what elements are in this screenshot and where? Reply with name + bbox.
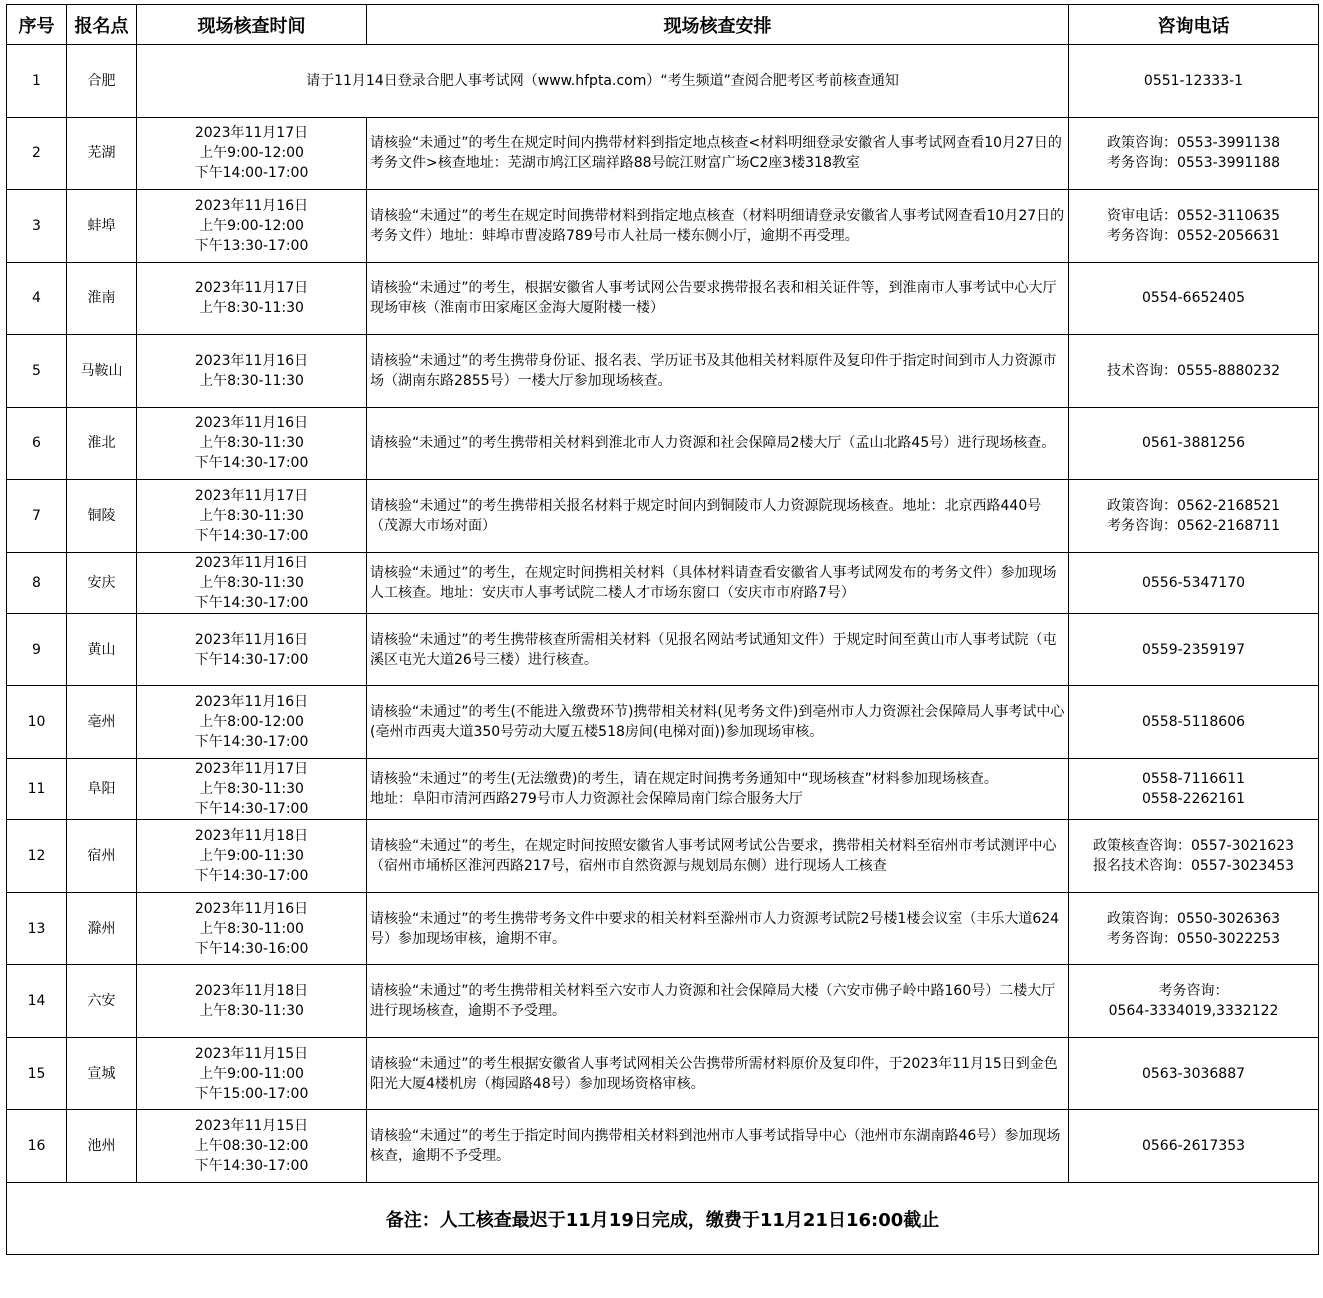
phone-line: 政策核查咨询：0557-3021623 <box>1092 838 1295 855</box>
cell-phone <box>1069 335 1319 408</box>
time-line: 上午8:30-11:30 <box>199 300 304 317</box>
cell-time <box>137 480 367 553</box>
table-row <box>7 1110 1319 1183</box>
time-line: 2023年11月18日 <box>194 828 309 845</box>
cell-arrangement: 请核验“未通过”的考生，在规定时间按照安徽省人事考试网考试公告要求，携带相关材料至宿州市考试测评中心（宿州市埇桥区淮河西路217号，宿州市自然资源与规划局东侧）进行现场人工核查 <box>367 820 1069 893</box>
cell-arrangement: 请核验“未通过”的考生携带身份证、报名表、学历证书及其他相关材料原件及复印件于指定时间到市人力资源市场（湖南东路2855号）一楼大厅参加现场核查。 <box>367 335 1069 408</box>
time-line: 2023年11月16日 <box>194 900 309 917</box>
cell-seq: 9 <box>7 613 67 686</box>
cell-seq: 11 <box>7 758 67 819</box>
time-line: 上午8:30-11:30 <box>199 574 304 591</box>
cell-seq: 2 <box>7 117 67 190</box>
cell-seq: 4 <box>7 262 67 335</box>
cell-seq: 12 <box>7 820 67 893</box>
cell-phone <box>1069 1037 1319 1110</box>
time-line: 上午9:00-11:00 <box>199 1065 304 1082</box>
cell-arrangement: 请核验“未通过”的考生携带相关材料至六安市人力资源和社会保障局大楼（六安市佛子岭中路160号）二楼大厅进行现场核查，逾期不予受理。 <box>367 965 1069 1038</box>
time-line: 2023年11月16日 <box>194 694 309 711</box>
cell-time <box>137 965 367 1038</box>
cell-arrangement: 请核验“未通过”的考生(无法缴费)的考生，请在规定时间携考务通知中“现场核查”材料参加现场核查。 地址：阜阳市清河西路279号市人力资源社会保障局南门综合服务大厅 <box>367 758 1069 819</box>
table-row <box>7 686 1319 759</box>
cell-time <box>137 686 367 759</box>
cell-time <box>137 552 367 613</box>
cell-site: 合肥 <box>67 45 137 118</box>
cell-seq: 13 <box>7 892 67 965</box>
header-arrangement: 现场核查安排 <box>367 5 1069 45</box>
table-row <box>7 965 1319 1038</box>
cell-seq: 8 <box>7 552 67 613</box>
cell-phone <box>1069 190 1319 263</box>
phone-line: 考务咨询：0552-2056631 <box>1106 227 1281 244</box>
time-line: 下午14:30-17:00 <box>194 651 309 668</box>
cell-time <box>137 407 367 480</box>
cell-site: 芜湖 <box>67 117 137 190</box>
time-line: 上午8:00-12:00 <box>199 714 304 731</box>
cell-seq: 15 <box>7 1037 67 1110</box>
phone-line: 报名技术咨询：0557-3023453 <box>1092 858 1295 875</box>
cell-arrangement: 请核验“未通过”的考生携带相关材料到淮北市人力资源和社会保障局2楼大厅（孟山北路45号）进行现场核查。 <box>367 407 1069 480</box>
cell-seq: 1 <box>7 45 67 118</box>
cell-phone <box>1069 892 1319 965</box>
cell-time <box>137 190 367 263</box>
cell-time <box>137 1110 367 1183</box>
cell-phone <box>1069 480 1319 553</box>
table-row <box>7 820 1319 893</box>
cell-arrangement: 请核验“未通过”的考生在规定时间内携带材料到指定地点核查<材料明细登录安徽省人事考试网查看10月27日的考务文件>核查地址：芜湖市鸠江区瑞祥路88号皖江财富广场C2座3楼318教室 <box>367 117 1069 190</box>
cell-phone <box>1069 758 1319 819</box>
time-line: 上午8:30-11:30 <box>199 435 304 452</box>
cell-phone <box>1069 45 1319 118</box>
cell-merged-notice: 请于11月14日登录合肥人事考试网（www.hfpta.com）“考生频道”查阅合肥考区考前核查通知 <box>137 45 1069 118</box>
header-seq: 序号 <box>7 5 67 45</box>
cell-seq: 14 <box>7 965 67 1038</box>
time-line: 2023年11月16日 <box>194 197 309 214</box>
cell-phone <box>1069 117 1319 190</box>
cell-site: 马鞍山 <box>67 335 137 408</box>
cell-arrangement: 请核验“未通过”的考生携带相关报名材料于规定时间内到铜陵市人力资源院现场核查。地址：北京西路440号（茂源大市场对面） <box>367 480 1069 553</box>
phone-line: 0563-3036887 <box>1141 1065 1246 1082</box>
table-body <box>7 45 1319 1183</box>
table-row <box>7 45 1319 118</box>
cell-site: 安庆 <box>67 552 137 613</box>
cell-time <box>137 335 367 408</box>
time-line: 2023年11月16日 <box>194 415 309 432</box>
header-phone: 咨询电话 <box>1069 5 1319 45</box>
cell-site: 宿州 <box>67 820 137 893</box>
time-line: 下午14:30-17:00 <box>194 734 309 751</box>
phone-line: 0558-5118606 <box>1141 714 1246 731</box>
cell-seq: 5 <box>7 335 67 408</box>
cell-time <box>137 758 367 819</box>
time-line: 下午14:00-17:00 <box>194 165 309 182</box>
cell-seq: 6 <box>7 407 67 480</box>
cell-arrangement: 请核验“未通过”的考生于指定时间内携带相关材料到池州市人事考试指导中心（池州市东湖南路46号）参加现场核查，逾期不予受理。 <box>367 1110 1069 1183</box>
phone-line: 考务咨询： <box>1158 983 1229 1000</box>
time-line: 下午13:30-17:00 <box>194 237 309 254</box>
time-line: 上午8:30-11:00 <box>199 920 304 937</box>
phone-line: 资审电话：0552-3110635 <box>1106 207 1281 224</box>
cell-arrangement: 请核验“未通过”的考生携带核查所需相关材料（见报名网站考试通知文件）于规定时间至黄山市人事考试院（屯溪区屯光大道26号三楼）进行核查。 <box>367 613 1069 686</box>
header-time: 现场核查时间 <box>137 5 367 45</box>
time-line: 下午14:30-17:00 <box>194 527 309 544</box>
time-line: 上午8:30-11:30 <box>199 781 304 798</box>
cell-arrangement: 请核验“未通过”的考生根据安徽省人事考试网相关公告携带所需材料原价及复印件，于2023年11月15日到金色阳光大厦4楼机房（梅园路48号）参加现场资格审核。 <box>367 1037 1069 1110</box>
cell-seq: 7 <box>7 480 67 553</box>
table-row <box>7 335 1319 408</box>
cell-phone <box>1069 262 1319 335</box>
time-line: 上午9:00-12:00 <box>199 145 304 162</box>
cell-arrangement: 请核验“未通过”的考生(不能进入缴费环节)携带相关材料(见考务文件)到亳州市人力资源社会保障局人事考试中心(亳州市西夷大道350号劳动大厦五楼518房间(电梯对面))参加现场审核。 <box>367 686 1069 759</box>
cell-arrangement: 请核验“未通过”的考生，根据安徽省人事考试网公告要求携带报名表和相关证件等，到淮南市人事考试中心大厅现场审核（淮南市田家庵区金海大厦附楼一楼） <box>367 262 1069 335</box>
footer-note: 备注：人工核查最迟于11月19日完成，缴费于11月21日16:00截止 <box>7 1183 1319 1255</box>
cell-site: 亳州 <box>67 686 137 759</box>
time-line: 下午14:30-17:00 <box>194 801 309 818</box>
time-line: 下午14:30-17:00 <box>194 594 309 611</box>
phone-line: 0554-6652405 <box>1141 290 1246 307</box>
time-line: 上午9:00-12:00 <box>199 217 304 234</box>
cell-phone <box>1069 552 1319 613</box>
cell-time <box>137 820 367 893</box>
cell-site: 黄山 <box>67 613 137 686</box>
time-line: 2023年11月16日 <box>194 554 309 571</box>
cell-arrangement: 请核验“未通过”的考生在规定时间携带材料到指定地点核查（材料明细请登录安徽省人事考试网查看10月27日的考务文件）地址：蚌埠市曹凌路789号市人社局一楼东侧小厅，逾期不再受理。 <box>367 190 1069 263</box>
cell-site: 蚌埠 <box>67 190 137 263</box>
time-line: 2023年11月15日 <box>194 1118 309 1135</box>
cell-phone <box>1069 1110 1319 1183</box>
phone-line: 政策咨询：0562-2168521 <box>1106 497 1281 514</box>
table-row <box>7 407 1319 480</box>
time-line: 2023年11月16日 <box>194 352 309 369</box>
cell-phone <box>1069 820 1319 893</box>
time-line: 上午8:30-11:30 <box>199 372 304 389</box>
time-line: 2023年11月17日 <box>194 761 309 778</box>
phone-line: 0559-2359197 <box>1141 641 1246 658</box>
cell-time <box>137 117 367 190</box>
phone-line: 0556-5347170 <box>1141 574 1246 591</box>
time-line: 2023年11月18日 <box>194 983 309 1000</box>
table-row <box>7 117 1319 190</box>
phone-line: 0561-3881256 <box>1141 435 1246 452</box>
table-row <box>7 190 1319 263</box>
table-row <box>7 892 1319 965</box>
phone-line: 0566-2617353 <box>1141 1138 1246 1155</box>
time-line: 上午08:30-12:00 <box>194 1138 309 1155</box>
verification-schedule-table <box>6 4 1319 1255</box>
phone-line: 考务咨询：0550-3022253 <box>1106 930 1281 947</box>
time-line: 下午14:30-17:00 <box>194 1158 309 1175</box>
cell-phone <box>1069 407 1319 480</box>
phone-line: 0564-3334019,3332122 <box>1108 1003 1279 1020</box>
time-line: 上午9:00-11:30 <box>199 848 304 865</box>
phone-line: 政策咨询：0550-3026363 <box>1106 910 1281 927</box>
cell-phone <box>1069 613 1319 686</box>
cell-site: 六安 <box>67 965 137 1038</box>
footer-row <box>7 1183 1319 1255</box>
cell-arrangement: 请核验“未通过”的考生，在规定时间携相关材料（具体材料请查看安徽省人事考试网发布的考务文件）参加现场人工核查。地址：安庆市人事考试院二楼人才市场东窗口（安庆市市府路7号） <box>367 552 1069 613</box>
cell-site: 宣城 <box>67 1037 137 1110</box>
phone-line: 政策咨询：0553-3991138 <box>1106 135 1281 152</box>
cell-site: 淮北 <box>67 407 137 480</box>
phone-line: 0558-7116611 <box>1141 771 1246 788</box>
phone-line: 技术咨询：0555-8880232 <box>1106 362 1281 379</box>
time-line: 2023年11月15日 <box>194 1045 309 1062</box>
time-line: 上午8:30-11:30 <box>199 1003 304 1020</box>
cell-site: 淮南 <box>67 262 137 335</box>
time-line: 下午14:30-17:00 <box>194 455 309 472</box>
time-line: 2023年11月17日 <box>194 125 309 142</box>
time-line: 下午14:30-16:00 <box>194 940 309 957</box>
cell-phone <box>1069 965 1319 1038</box>
time-line: 2023年11月17日 <box>194 487 309 504</box>
cell-time <box>137 613 367 686</box>
time-line: 2023年11月17日 <box>194 280 309 297</box>
header-row <box>7 5 1319 45</box>
time-line: 下午15:00-17:00 <box>194 1085 309 1102</box>
phone-line: 0558-2262161 <box>1141 791 1246 808</box>
time-line: 上午8:30-11:30 <box>199 507 304 524</box>
cell-site: 池州 <box>67 1110 137 1183</box>
cell-phone <box>1069 686 1319 759</box>
cell-seq: 16 <box>7 1110 67 1183</box>
phone-line: 0551-12333-1 <box>1143 72 1244 89</box>
cell-seq: 10 <box>7 686 67 759</box>
cell-site: 铜陵 <box>67 480 137 553</box>
cell-time <box>137 262 367 335</box>
table-row <box>7 552 1319 613</box>
table-row <box>7 480 1319 553</box>
table-row <box>7 262 1319 335</box>
cell-site: 阜阳 <box>67 758 137 819</box>
cell-arrangement: 请核验“未通过”的考生携带考务文件中要求的相关材料至滁州市人力资源考试院2号楼1楼会议室（丰乐大道624号）参加现场审核，逾期不审。 <box>367 892 1069 965</box>
phone-line: 考务咨询：0562-2168711 <box>1106 517 1281 534</box>
cell-time <box>137 1037 367 1110</box>
table-row <box>7 758 1319 819</box>
phone-line: 考务咨询：0553-3991188 <box>1106 155 1281 172</box>
time-line: 2023年11月16日 <box>194 631 309 648</box>
table-row <box>7 1037 1319 1110</box>
cell-time <box>137 892 367 965</box>
table-row <box>7 613 1319 686</box>
cell-seq: 3 <box>7 190 67 263</box>
header-site: 报名点 <box>67 5 137 45</box>
time-line: 下午14:30-17:00 <box>194 868 309 885</box>
cell-site: 滁州 <box>67 892 137 965</box>
